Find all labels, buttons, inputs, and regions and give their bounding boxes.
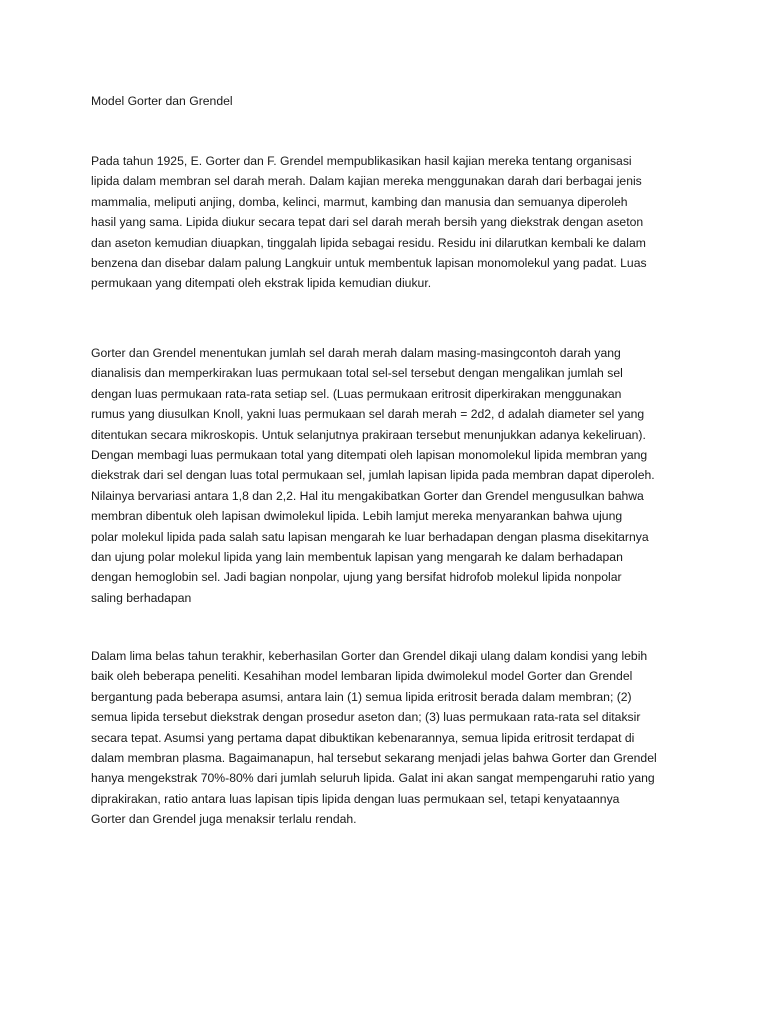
paragraph-line: Dengan membagi luas permukaan total yang ditempati oleh lapisan monomolekul lipida membran yang — [91, 447, 648, 462]
paragraph-line: baik oleh beberapa peneliti. Kesahihan model lembaran lipida dwimolekul model Gorter dan Grendel — [91, 669, 633, 684]
paragraph-line: permukaan yang ditempati oleh ekstrak lipida kemudian diukur. — [91, 276, 432, 291]
paragraph-line: ditentukan secara mikroskopis. Untuk selanjutnya prakiraan tersebut menunjukkan adanya kekeliruan). — [91, 427, 646, 442]
paragraph-line: hanya mengekstrak 70%-80% dari jumlah seluruh lipida. Galat ini akan sangat mempengaruhi ratio yang — [91, 771, 655, 786]
paragraph-line: dan ujung polar molekul lipida yang lain membentuk lapisan yang mengarah ke dalam berhadapan — [91, 549, 623, 564]
paragraph-2 — [91, 343, 691, 608]
paragraph-line: Pada tahun 1925, E. Gorter dan F. Grendel mempublikasikan hasil kajian mereka tentang organisasi — [91, 154, 632, 168]
paragraph-line: Dalam lima belas tahun terakhir, keberhasilan Gorter dan Grendel dikaji ulang dalam kondisi yang lebih — [91, 649, 648, 663]
paragraph-line: saling berhadapan — [91, 590, 192, 605]
paragraph-line: hasil yang sama. Lipida diukur secara tepat dari sel darah merah bersih yang diekstrak dengan aseton — [91, 215, 644, 230]
paragraph-3 — [91, 646, 691, 830]
paragraph-line: diekstrak dari sel dengan luas total permukaan sel, jumlah lapisan lipida pada membran dapat diperoleh. — [91, 468, 655, 483]
document-title: Model Gorter dan Grendel — [91, 94, 233, 108]
paragraph-line: lipida dalam membran sel darah merah. Dalam kajian mereka menggunakan darah dari berbagai jenis — [91, 174, 642, 189]
paragraph-line: Gorter dan Grendel menentukan jumlah sel darah merah dalam masing-masingcontoh darah yang — [91, 346, 621, 360]
paragraph-line: Gorter dan Grendel juga menaksir terlalu rendah. — [91, 812, 357, 827]
paragraph-line: dengan hemoglobin sel. Jadi bagian nonpolar, ujung yang bersifat hidrofob molekul lipida nonpolar — [91, 570, 622, 585]
paragraph-line: dengan luas permukaan rata-rata setiap sel. (Luas permukaan eritrosit diperkirakan menggunakan — [91, 386, 622, 401]
paragraph-line: secara tepat. Asumsi yang pertama dapat dibuktikan kebenarannya, semua lipida eritrosit terdapat di — [91, 730, 635, 745]
paragraph-line: mammalia, meliputi anjing, domba, kelinci, marmut, kambing dan manusia dan semuanya diperoleh — [91, 194, 628, 209]
paragraph-line: semua lipida tersebut diekstrak dengan prosedur aseton dan; (3) luas permukaan rata-rata sel ditaksir — [91, 710, 641, 725]
paragraph-line: dianalisis dan memperkirakan luas permukaan total sel-sel tersebut dengan mengalikan jumlah sel — [91, 366, 623, 381]
paragraph-line: benzena dan disebar dalam palung Langkuir untuk membentuk lapisan monomolekul yang padat. Luas — [91, 255, 647, 270]
document-page — [91, 0, 691, 1024]
paragraph-line: membran dibentuk oleh lapisan dwimolekul lipida. Lebih lamjut mereka menyarankan bahwa ujung — [91, 509, 623, 524]
paragraph-line: rumus yang diusulkan Knoll, yakni luas permukaan sel darah merah = 2d2, d adalah diameter sel yang — [91, 407, 645, 422]
paragraph-1 — [91, 151, 691, 294]
paragraph-line: dalam membran plasma. Bagaimanapun, hal tersebut sekarang menjadi jelas bahwa Gorter dan Grendel — [91, 750, 657, 765]
paragraph-line: Nilainya bervariasi antara 1,8 dan 2,2. Hal itu mengakibatkan Gorter dan Grendel mengusulkan bahwa — [91, 488, 644, 503]
paragraph-line: dan aseton kemudian diuapkan, tinggalah lipida sebagai residu. Residu ini dilarutkan kembali ke dalam — [91, 235, 646, 250]
paragraph-line: diprakirakan, ratio antara luas lapisan tipis lipida dengan luas permukaan sel, tetapi kenyataannya — [91, 791, 620, 806]
paragraph-line: polar molekul lipida pada salah satu lapisan mengarah ke luar berhadapan dengan plasma disekitarnya — [91, 529, 649, 544]
paragraph-line: bergantung pada beberapa asumsi, antara lain (1) semua lipida eritrosit berada dalam membran; (2) — [91, 689, 632, 704]
